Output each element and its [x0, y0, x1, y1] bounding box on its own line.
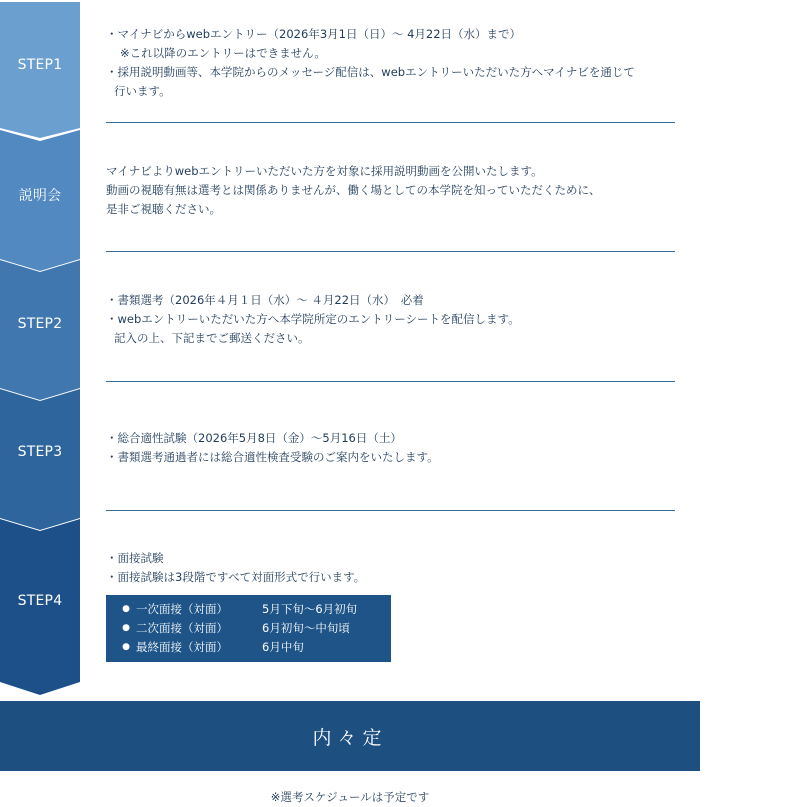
schedule-row: [106, 600, 391, 619]
briefing-line: 動画の視聴有無は選考とは関係ありませんが、働く場としての本学院を知っていただくために、: [106, 183, 601, 197]
step2-label: STEP2: [17, 315, 63, 332]
step4-content: [106, 549, 676, 587]
bullet-icon: ●: [122, 642, 130, 652]
schedule-name: 二次面接（対面）: [136, 621, 228, 635]
divider: [106, 510, 675, 511]
briefing-label: 説明会: [18, 187, 62, 204]
divider: [106, 251, 675, 252]
step1-label: STEP1: [17, 57, 63, 73]
step4-label: STEP4: [17, 592, 63, 609]
step4-line: ・面接試験は3段階ですべて対面形式で行います。: [106, 570, 366, 584]
step3-line: ・総合適性試験（2026年5月8日（金）～5月16日（土）: [106, 431, 402, 445]
divider: [106, 122, 675, 123]
step1-line: ・採用説明動画等、本学院からのメッセージ配信は、webエントリーいただいた方へマイナビを通じて: [106, 65, 635, 79]
divider: [106, 381, 675, 382]
bullet-icon: ●: [122, 623, 130, 633]
briefing-line: 是非ご視聴ください。: [106, 202, 221, 216]
briefing-content: [106, 162, 676, 219]
schedule-footnote: ※選考スケジュールは予定です: [270, 790, 430, 804]
interview-schedule: [106, 595, 391, 662]
step2-content: [106, 291, 676, 348]
step3-line: ・書類選考通過者には総合適性検査受験のご案内をいたします。: [106, 450, 439, 464]
briefing-line: マイナビよりwebエントリーいただいた方を対象に採用説明動画を公開いたします。: [106, 164, 543, 178]
step2-line: 記入の上、下記までご郵送ください。: [114, 331, 310, 345]
step1-content: [106, 25, 676, 101]
step1-line: ※これ以降のエントリーはできません。: [120, 46, 326, 60]
schedule-when: 6月初旬～中旬頃: [262, 621, 350, 635]
final-offer-label: 内々定: [312, 726, 388, 749]
schedule-when: 6月中旬: [262, 640, 304, 654]
final-offer-bar: [0, 701, 700, 771]
schedule-name: 最終面接（対面）: [136, 640, 228, 654]
step1-line: ・マイナビからwebエントリー（2026年3月1日（日）～ 4月22日（水）まで）: [106, 27, 522, 41]
step3-label: STEP3: [17, 444, 63, 460]
step2-line: ・webエントリーいただいた方へ本学院所定のエントリーシートを配信します。: [106, 312, 520, 326]
bullet-icon: ●: [122, 604, 130, 614]
schedule-row: [106, 638, 391, 657]
step2-line: ・書類選考（2026年４月１日（水）～ ４月22日（水） 必着: [106, 293, 424, 307]
step1-line: 行います。: [114, 84, 171, 98]
schedule-name: 一次面接（対面）: [136, 602, 228, 616]
step3-content: [106, 429, 676, 467]
schedule-row: [106, 619, 391, 638]
schedule-when: 5月下旬～6月初旬: [262, 602, 358, 616]
step4-line: ・面接試験: [106, 551, 164, 565]
